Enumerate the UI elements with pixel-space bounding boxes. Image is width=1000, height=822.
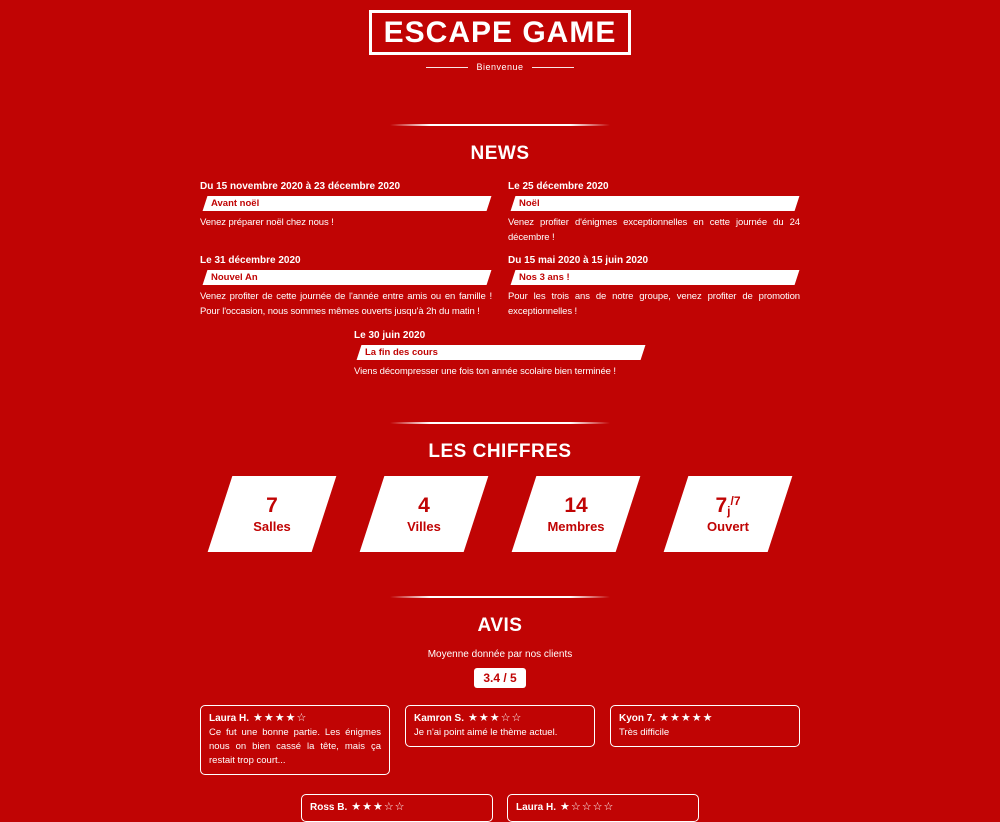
avis-subtitle: Moyenne donnée par nos clients bbox=[427, 648, 573, 660]
news-date: Le 31 décembre 2020 bbox=[200, 255, 301, 267]
news-date: Du 15 mai 2020 à 15 juin 2020 bbox=[508, 255, 649, 267]
news-banner bbox=[357, 345, 646, 360]
tagline-line-left bbox=[426, 67, 468, 68]
site-logo[interactable] bbox=[369, 10, 632, 55]
avis-section bbox=[0, 615, 1000, 822]
stat-number-main: 7 bbox=[266, 493, 278, 517]
review-head bbox=[516, 800, 690, 813]
stat-number-main: 7 bbox=[715, 493, 728, 517]
stat-label: Salles bbox=[253, 518, 291, 534]
review-card bbox=[200, 705, 390, 776]
review-card bbox=[405, 705, 595, 747]
news-item bbox=[200, 181, 492, 245]
news-text: Venez profiter de cette journée de l'année entre amis ou en famille ! Pour l'occasion, nous sommes mêmes ouverts jusqu'à 2h du matin ! bbox=[200, 291, 492, 318]
news-item bbox=[508, 181, 800, 245]
avis-average-badge: 3.4 / 5 bbox=[474, 668, 525, 688]
review-text: Ce fut une bonne partie. Les énigmes nous on bien cassé la tête, mais ça restait trop court... bbox=[209, 726, 381, 767]
stat-label: Villes bbox=[407, 518, 441, 534]
chiffres-section bbox=[0, 441, 1000, 552]
review-text: Je n'ai point aimé le thème actuel. bbox=[414, 726, 558, 738]
stat-label: Ouvert bbox=[707, 518, 749, 534]
stat-number-main: 14 bbox=[564, 493, 588, 517]
news-grid bbox=[200, 181, 800, 380]
site-logo-text: ESCAPE GAME bbox=[383, 16, 617, 49]
review-stars: ★★★☆☆ bbox=[468, 711, 523, 724]
news-text: Pour les trois ans de notre groupe, venez profiter de promotion exceptionnelles ! bbox=[508, 291, 800, 318]
stat-content bbox=[676, 476, 780, 552]
stat-content bbox=[220, 476, 324, 552]
news-date: Le 25 décembre 2020 bbox=[508, 181, 609, 192]
news-text: Venez préparer noël chez nous ! bbox=[200, 217, 334, 228]
chiffres-title: LES CHIFFRES bbox=[428, 440, 572, 462]
news-banner bbox=[203, 270, 492, 285]
tagline-text: Bienvenue bbox=[476, 62, 524, 72]
stat-number bbox=[418, 494, 430, 515]
news-banner-title: Noël bbox=[519, 198, 540, 209]
news-banner-title: Nos 3 ans ! bbox=[519, 272, 570, 284]
review-name: Laura H. bbox=[516, 802, 557, 814]
news-banner-title: Avant noël bbox=[211, 198, 260, 209]
tagline bbox=[0, 62, 1000, 72]
review-name: Kyon 7. bbox=[619, 712, 656, 724]
section-divider bbox=[390, 124, 610, 126]
stat-label: Membres bbox=[547, 518, 605, 534]
tagline-line-right bbox=[532, 67, 574, 68]
news-title: NEWS bbox=[470, 143, 530, 164]
review-stars: ★★★★★ bbox=[659, 711, 714, 724]
news-banner bbox=[511, 196, 800, 211]
review-card bbox=[301, 794, 493, 822]
stat-number-sup: /7 bbox=[730, 493, 741, 508]
stat-content bbox=[372, 476, 476, 552]
review-name: Laura H. bbox=[209, 712, 250, 724]
news-text: Viens décompresser une fois ton année scolaire bien terminée ! bbox=[354, 365, 616, 377]
review-head bbox=[310, 800, 484, 813]
news-banner-title: La fin des cours bbox=[365, 346, 438, 358]
news-text: Venez profiter d'énigmes exceptionnelles en cette journée du 24 décembre ! bbox=[508, 217, 800, 243]
review-card bbox=[610, 705, 800, 747]
review-stars: ★★★☆☆ bbox=[351, 801, 406, 814]
review-head bbox=[619, 711, 791, 724]
reviews-row bbox=[0, 794, 1000, 822]
avis-average-wrap bbox=[0, 668, 1000, 688]
review-stars: ★★★★☆ bbox=[253, 711, 308, 724]
news-banner bbox=[511, 270, 800, 285]
stat-villes bbox=[360, 476, 489, 552]
news-date: Du 15 novembre 2020 à 23 décembre 2020 bbox=[200, 181, 401, 192]
news-date: Le 30 juin 2020 bbox=[354, 329, 426, 341]
news-banner bbox=[203, 196, 492, 211]
stat-number-sub: j bbox=[727, 503, 731, 518]
stat-number bbox=[266, 494, 278, 515]
review-text: Très difficile bbox=[619, 726, 670, 738]
stat-content bbox=[524, 476, 628, 552]
news-item bbox=[354, 330, 646, 380]
review-head bbox=[414, 711, 586, 724]
stat-ouvert bbox=[664, 476, 793, 552]
stat-membres bbox=[512, 476, 641, 552]
review-card bbox=[507, 794, 699, 822]
review-stars: ★☆☆☆☆ bbox=[560, 801, 615, 814]
news-banner-title: Nouvel An bbox=[211, 272, 258, 284]
news-item bbox=[508, 255, 800, 319]
section-divider bbox=[390, 596, 610, 598]
site-header bbox=[0, 0, 1000, 72]
section-divider bbox=[390, 422, 610, 424]
reviews-row bbox=[0, 705, 1000, 776]
review-name: Ross B. bbox=[310, 802, 348, 814]
avis-title: AVIS bbox=[477, 614, 523, 636]
stat-salles bbox=[208, 476, 337, 552]
stats-row bbox=[0, 476, 1000, 552]
news-item bbox=[200, 255, 492, 319]
review-head bbox=[209, 711, 381, 724]
review-name: Kamron S. bbox=[414, 712, 465, 724]
news-section bbox=[0, 143, 1000, 380]
stat-number bbox=[715, 493, 741, 518]
stat-number bbox=[564, 494, 587, 515]
stat-number-main: 4 bbox=[418, 493, 430, 517]
